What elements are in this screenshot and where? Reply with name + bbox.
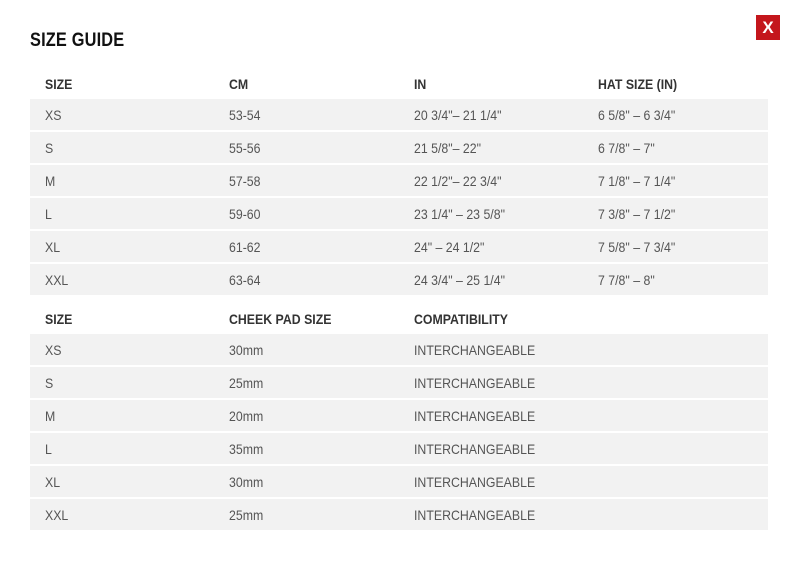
table-cell: 21 5/8"– 22": [399, 131, 583, 164]
column-header: SIZE: [45, 310, 73, 327]
table-cell: XS: [30, 334, 214, 366]
table-cell: M: [30, 164, 214, 197]
table-cell: 7 7/8" – 8": [583, 263, 768, 295]
table-cell: 24 3/4" – 25 1/4": [399, 263, 583, 295]
table-cell: 24" – 24 1/2": [399, 230, 583, 263]
table-cell: 30mm: [214, 334, 398, 366]
table-header-row: [30, 68, 768, 99]
table-cell: S: [30, 366, 214, 399]
column-header: CM: [229, 75, 249, 92]
table-row: [30, 366, 768, 399]
table-cell: XXL: [30, 263, 214, 295]
table-cell: [583, 366, 768, 399]
table-cell: INTERCHANGEABLE: [399, 498, 583, 530]
table-cell: XS: [30, 99, 214, 131]
table-cell: XL: [30, 230, 214, 263]
table-cell: [583, 432, 768, 465]
table-cell: 20mm: [214, 399, 398, 432]
table-cell: 55-56: [214, 131, 398, 164]
column-header: IN: [413, 75, 427, 92]
table-cell: INTERCHANGEABLE: [399, 465, 583, 498]
table-header-row: [30, 303, 768, 334]
table-cell: L: [30, 432, 214, 465]
table-row: [30, 197, 768, 230]
table-cell: 63-64: [214, 263, 398, 295]
table-cell: [583, 399, 768, 432]
table-cell: S: [30, 131, 214, 164]
table-cell: [583, 498, 768, 530]
column-header: HAT SIZE (IN): [598, 75, 678, 92]
table-cell: 53-54: [214, 99, 398, 131]
table-row: [30, 164, 768, 197]
table-cell: INTERCHANGEABLE: [399, 432, 583, 465]
table-row: [30, 263, 768, 295]
column-header: COMPATIBILITY: [413, 310, 508, 327]
table-cell: L: [30, 197, 214, 230]
table-cell: INTERCHANGEABLE: [399, 366, 583, 399]
table-cell: [583, 465, 768, 498]
column-header: [583, 303, 768, 334]
table-cell: 6 7/8" – 7": [583, 131, 768, 164]
table-cell: 25mm: [214, 366, 398, 399]
table-row: [30, 432, 768, 465]
table-cell: XXL: [30, 498, 214, 530]
table-cell: XL: [30, 465, 214, 498]
table-cell: 59-60: [214, 197, 398, 230]
table-row: [30, 131, 768, 164]
size-table: [30, 68, 768, 295]
table-cell: 57-58: [214, 164, 398, 197]
table-cell: M: [30, 399, 214, 432]
table-cell: 7 1/8" – 7 1/4": [583, 164, 768, 197]
table-cell: 61-62: [214, 230, 398, 263]
table-cell: 7 5/8" – 7 3/4": [583, 230, 768, 263]
table-row: [30, 99, 768, 131]
table-row: [30, 334, 768, 366]
table-row: [30, 465, 768, 498]
table-cell: 30mm: [214, 465, 398, 498]
table-row: [30, 230, 768, 263]
column-header: CHEEK PAD SIZE: [229, 310, 332, 327]
table-cell: [583, 334, 768, 366]
table-cell: 23 1/4" – 23 5/8": [399, 197, 583, 230]
cheek-pad-table: [30, 303, 768, 530]
table-cell: 7 3/8" – 7 1/2": [583, 197, 768, 230]
size-guide-title: SIZE GUIDE: [30, 30, 125, 51]
table-row: [30, 498, 768, 530]
table-cell: 35mm: [214, 432, 398, 465]
table-cell: 25mm: [214, 498, 398, 530]
table-cell: INTERCHANGEABLE: [399, 399, 583, 432]
close-button[interactable]: X: [756, 15, 780, 40]
table-cell: 20 3/4"– 21 1/4": [399, 99, 583, 131]
column-header: SIZE: [45, 75, 73, 92]
table-cell: 6 5/8" – 6 3/4": [583, 99, 768, 131]
table-row: [30, 399, 768, 432]
table-cell: INTERCHANGEABLE: [399, 334, 583, 366]
table-cell: 22 1/2"– 22 3/4": [399, 164, 583, 197]
